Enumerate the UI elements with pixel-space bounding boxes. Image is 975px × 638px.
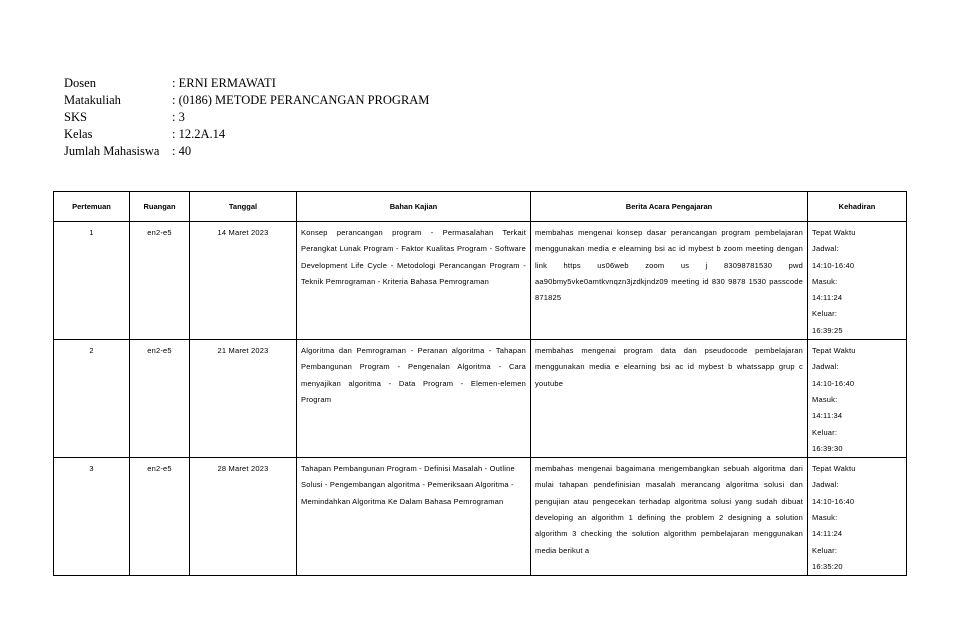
- attendance-masuk-label: Masuk:: [812, 276, 838, 286]
- info-row-matakuliah: [64, 92, 429, 109]
- table-row: [54, 458, 907, 576]
- course-info: [64, 75, 429, 160]
- cell-tanggal: 28 Maret 2023: [190, 458, 297, 576]
- info-label: Jumlah Mahasiswa: [64, 144, 160, 158]
- table-header-row: [54, 192, 907, 222]
- attendance-masuk: 14:11:24: [812, 293, 843, 303]
- attendance-masuk: 14:11:34: [812, 411, 843, 421]
- cell-berita-acara: [531, 458, 808, 576]
- attendance-keluar: 16:39:30: [812, 443, 843, 453]
- attendance-masuk-label: Masuk:: [812, 513, 838, 523]
- cell-bahan-kajian: Konsep perancangan program - Permasalahan Terkait Perangkat Lunak Program - Faktor Kualitas Program - Software Development Life Cycle - Metodologi Perancangan Program - Teknik Pemrograman - Kriteria Bahasa Pemrograman: [297, 222, 531, 340]
- column-header-ruangan: Ruangan: [130, 192, 190, 222]
- attendance-masuk: 14:11:24: [812, 529, 843, 539]
- berita-acara-text: membahas mengenai bagaimana mengembangkan sebuah algoritma dari mulai tahapan pendefinisian masalah merancang algoritma solusi dan pengujian atau pengecekan terhadap algoritma solusi yang sudah dibuat developing an algorithm 1 defining the problem 2 designing a solution algorithm 3 checking the solution algorithm pembelajaran menggunakan media berikut a: [535, 464, 803, 555]
- teaching-record-table: [53, 191, 907, 576]
- attendance-jadwal-label: Jadwal:: [812, 480, 839, 490]
- table-row: [54, 340, 907, 458]
- cell-kehadiran: [808, 340, 907, 458]
- cell-kehadiran: [808, 222, 907, 340]
- info-row-jumlah-mahasiswa: [64, 143, 429, 160]
- attendance-status: Tepat Waktu: [812, 346, 856, 356]
- attendance-jadwal-label: Jadwal:: [812, 362, 839, 372]
- cell-berita-acara: membahas mengenai program data dan pseudocode pembelajaran menggunakan media e elearning bsi ac id mybest b whatssapp grup c youtube: [531, 340, 808, 458]
- attendance-keluar-label: Keluar:: [812, 545, 838, 555]
- column-header-kehadiran: Kehadiran: [808, 192, 907, 222]
- cell-kehadiran: [808, 458, 907, 576]
- cell-tanggal: 14 Maret 2023: [190, 222, 297, 340]
- cell-pertemuan: 1: [54, 222, 130, 340]
- attendance-keluar: 16:35:20: [812, 561, 843, 571]
- table-row: [54, 222, 907, 340]
- cell-ruangan: en2-e5: [130, 222, 190, 340]
- attendance-keluar-label: Keluar:: [812, 309, 838, 319]
- attendance-keluar: 16:39:25: [812, 325, 843, 335]
- attendance-status: Tepat Waktu: [812, 464, 856, 474]
- info-label: Kelas: [64, 127, 93, 141]
- column-header-berita-acara: Berita Acara Pengajaran: [531, 192, 808, 222]
- info-value: : 12.2A.14: [172, 127, 226, 141]
- attendance-status: Tepat Waktu: [812, 228, 856, 237]
- info-row-dosen: [64, 75, 429, 92]
- cell-bahan-kajian: Algoritma dan Pemrograman - Peranan algoritma - Tahapan Pembangunan Program - Pengenalan Algoritma - Cara menyajikan algoritma - Data Program - Elemen-elemen Program: [297, 340, 531, 458]
- cell-pertemuan: 2: [54, 340, 130, 458]
- info-value: : 3: [172, 110, 185, 124]
- info-label: Matakuliah: [64, 93, 121, 107]
- info-value: : ERNI ERMAWATI: [172, 76, 276, 90]
- cell-ruangan: en2-e5: [130, 458, 190, 576]
- column-header-tanggal: Tanggal: [190, 192, 297, 222]
- column-header-bahan-kajian: Bahan Kajian: [297, 192, 531, 222]
- cell-tanggal: 21 Maret 2023: [190, 340, 297, 458]
- cell-ruangan: en2-e5: [130, 340, 190, 458]
- cell-berita-acara: membahas mengenai konsep dasar perancangan program pembelajaran menggunakan media e elearning bsi ac id mybest b zoom meeting dengan link https us06web zoom us j 83098781530 pwd aa90bmy5vke0amtkvnqzn3jzdkjndz09 meeting id 830 9878 1530 passcode 871825: [531, 222, 808, 340]
- info-label: SKS: [64, 110, 87, 124]
- info-value: : (0186) METODE PERANCANGAN PROGRAM: [172, 93, 430, 107]
- column-header-pertemuan: Pertemuan: [54, 192, 130, 222]
- attendance-masuk-label: Masuk:: [812, 394, 838, 404]
- cell-pertemuan: 3: [54, 458, 130, 576]
- attendance-jadwal-label: Jadwal:: [812, 244, 839, 254]
- info-row-sks: [64, 109, 429, 126]
- cell-bahan-kajian: Tahapan Pembangunan Program - Definisi Masalah - Outline Solusi - Pengembangan algoritma - Pemeriksaan Algoritma - Memindahkan Algoritma Ke Dalam Bahasa Pemrograman: [297, 458, 531, 576]
- info-label: Dosen: [64, 76, 96, 90]
- info-row-kelas: [64, 126, 429, 143]
- attendance-jadwal: 14:10-16:40: [812, 260, 855, 270]
- attendance-jadwal: 14:10-16:40: [812, 496, 855, 506]
- info-value: : 40: [172, 144, 192, 158]
- attendance-jadwal: 14:10-16:40: [812, 378, 855, 388]
- attendance-keluar-label: Keluar:: [812, 427, 838, 437]
